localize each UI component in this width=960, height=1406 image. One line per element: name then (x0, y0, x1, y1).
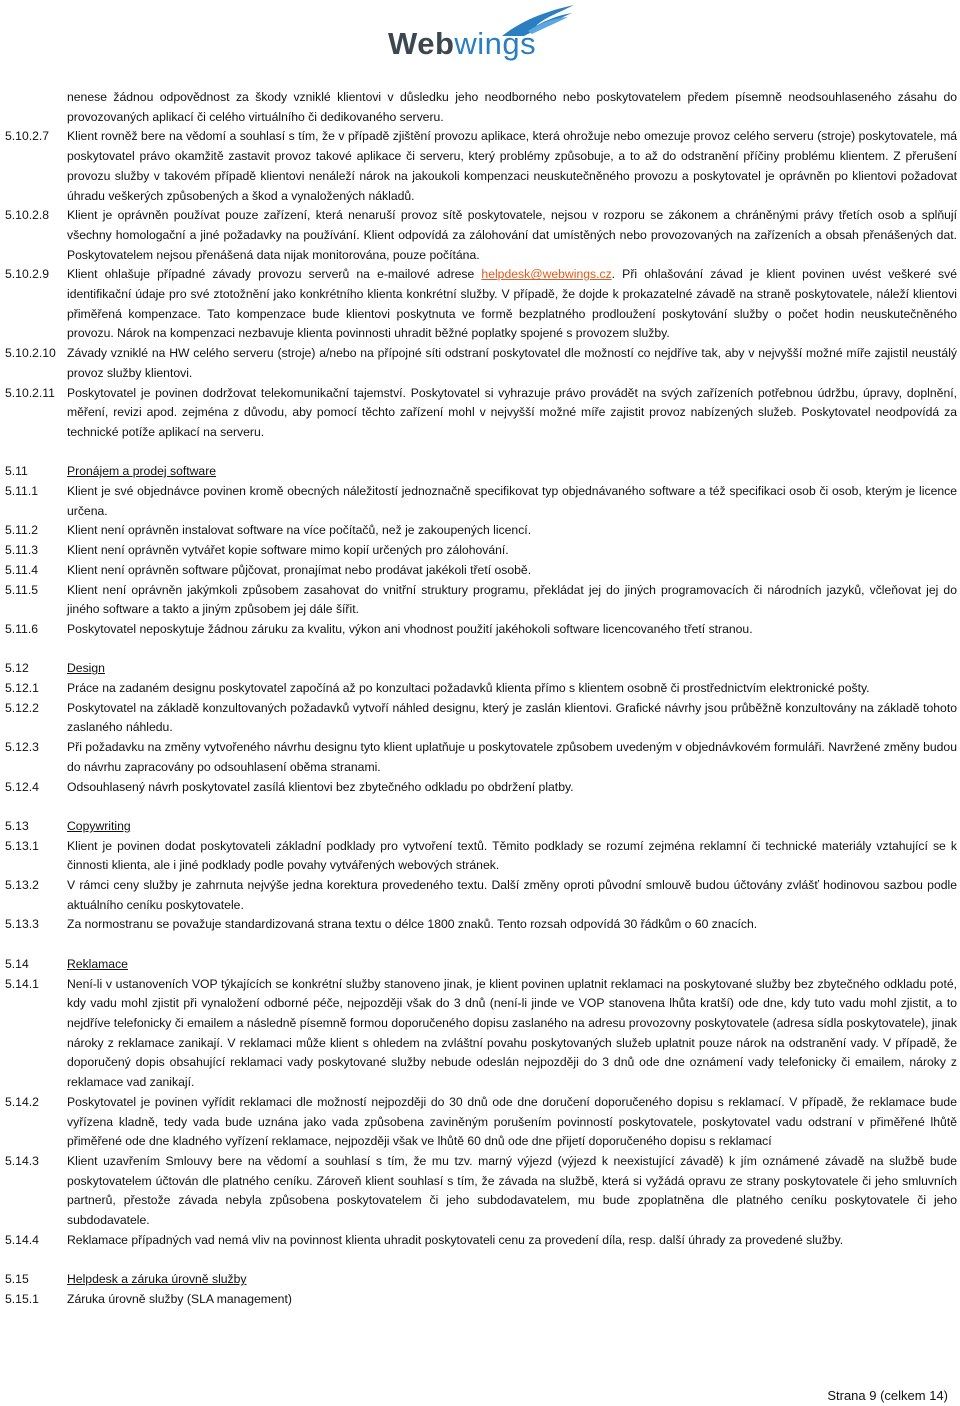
section-title: Helpdesk a záruka úrovně služby (67, 1272, 247, 1287)
clause-text: Klient není oprávněn instalovat software na více počítačů, než je zakoupených licencí. (67, 523, 532, 538)
clause-text: Poskytovatel je povinen dodržovat telekomunikační tajemství. Poskytovatel si vyhrazuje právo provádět na svých zařízeních potřebnou údržbu, úpravy, doplnění, měření, revizi apod. zejména z důvodu, aby pomocí těchto zařízení mohl v nejvyšší možné míře zajistit provoz nabízených služeb. Poskytovatel neodpovídá za technické potíže aplikací na serveru. (67, 385, 957, 439)
clause-row (5, 778, 957, 798)
clause-row (5, 837, 957, 876)
clause-number: 5.12.2 (5, 700, 39, 715)
clause-5-10-2-8 (5, 206, 957, 265)
clause-row (5, 1290, 957, 1310)
section-title: Copywriting (67, 818, 131, 833)
clause-text: Za normostranu se považuje standardizovaná strana textu o délce 1800 znaků. Tento rozsah odpovídá 30 řádkům o 60 znacích. (67, 917, 758, 932)
clause-text: Poskytovatel je povinen vyřídit reklamaci dle možností nejpozději do 30 dnů ode dne doručení doporučeného dopisu s reklamací. V případě, že reklamace bude vyřízena kladně, tedy vada bude uznána jako vada způsobena zaviněným porušením povinností poskytovatele, poskytovatel vadu odstraní v přiměřené lhůtě přiměřené ode dne kladného vyřízení reklamace, nejpozději však ve lhůtě 60 dnů ode dne přijetí doporučeného dopisu s reklamací (67, 1094, 957, 1149)
section-heading (5, 817, 957, 837)
section-title: Reklamace (67, 956, 128, 971)
clause-text: Klient není oprávněn jakýmkoli způsobem zasahovat do vnitřní struktury programu, překládat jej do jiných programovacích či národních jazyků, včleňovat jej do jiného software a takto a jiným způsobem jej dále šířit. (67, 582, 957, 617)
clause-text: Klient je své objednávce povinen kromě obecných náležitostí jednoznačně specifikovat typ objednávaného software a též specifikaci osob či osob, kterým je licence určena. (67, 484, 957, 518)
clause-row (5, 620, 957, 640)
clause-number: 5.10.2.7 (5, 129, 50, 144)
clause-number: 5.10.2.8 (5, 208, 50, 223)
clause-number: 5.11.1 (5, 484, 38, 499)
clause-number: 5.14.4 (5, 1232, 39, 1247)
clause-number: 5.11.3 (5, 543, 38, 558)
clause-text: Poskytovatel na základě konzultovaných požadavků vytvoří náhled designu, který je zaslán klientovi. Grafické návrhy jsou průběžně konzultovány na základě tohoto zaslaného náhledu. (67, 700, 957, 735)
section-spacer (5, 443, 957, 463)
clause-text-part: Klient ohlašuje případné závady provozu serverů na e-mailové adrese (67, 267, 482, 282)
clause-text: Záruka úrovně služby (SLA management) (67, 1291, 292, 1306)
clause-row (5, 915, 957, 935)
clause-row (5, 1152, 957, 1231)
clause-number: 5.13.2 (5, 878, 39, 893)
clause-text: Klient rovněž bere na vědomí a souhlasí s tím, že v případě zjištění provozu aplikace, která ohrožuje nebo omezuje provoz celého serveru (stroje) poskytovatele, má poskytovatel právo okamžitě zastavit provoz takové aplikace či serveru, který problémy způsobuje, a to až do odstranění příčiny problému klientem. Z přerušení provozu služby v takovém případě klientovi nenáleží nárok na jakoukoli kompenzaci neuskutečněného provozu a poskytovatel je oprávněn po klientovi požadovat úhradu veškerých způsobených a škod a vynaložených nákladů. (67, 129, 957, 203)
helpdesk-email-link[interactable]: helpdesk@webwings.cz (481, 267, 612, 282)
clause-row (5, 699, 957, 738)
clause-text: Reklamace případných vad nemá vliv na povinnost klienta uhradit poskytovateli cenu za provedení díla, resp. další úhrady za provedené služby. (67, 1232, 844, 1247)
clause-text (67, 265, 957, 344)
clause-row (5, 482, 957, 521)
clause-number: 5.14.3 (5, 1153, 39, 1168)
clause-number: 5.11.2 (5, 523, 38, 538)
section-number: 5.15 (5, 1272, 29, 1287)
clause-text: Při požadavku na změny vytvořeného návrhu designu tyto klient uplatňuje u poskytovatele způsobem uvedeným v objednávkovém formuláři. Navržené změny budou do návrhu zapracovány po odsouhlasení oběma stranami. (67, 740, 957, 774)
clause-number: 5.13.3 (5, 917, 39, 932)
clause-text: V rámci ceny služby je zahrnuta nejvýše jedna korektura provedeného textu. Další změny oproti původní smlouvě budou účtovány zvlášť hodinovou sazbou podle aktuálního ceníku poskytovatele. (67, 878, 957, 912)
clause-text: Klient je oprávněn používat pouze zařízení, která nenaruší provoz sítě poskytovatele, nejsou v rozporu se zákonem a chráněnými právy třetích osob a splňují všechny homologační a jiné požadavky na používání. Klient odpovídá za zálohování dat umístěných nebo provozovaných na zařízeních a obsah přenášených dat. Poskytovatelem nejsou přenášená data nijak monitorována, pouze počítána. (67, 208, 957, 262)
section-title: Pronájem a prodej software (67, 464, 217, 479)
section-heading (5, 1270, 957, 1290)
logo-part-web: Web (388, 26, 455, 61)
clause-text: Klient uzavřením Smlouvy bere na vědomí a souhlasí s tím, že mu tzv. marný výjezd (výjezd k neexistující závadě) k jím oznámené závadě na službě bude poskytovatelem účtován dle platného ceníku. Zároveň klient souhlasí s tím, že závada na službě, která si vyžádá opravu ze strany poskytovatele či jeho smluvních partnerů, přestože závada nebyla způsobena poskytovatelem či jeho subdodavatelem, mu bude zpoplatněna dle platného ceníku poskytovatele či jeho subdodavatele. (67, 1153, 957, 1228)
clause-text: Závady vzniklé na HW celého serveru (stroje) a/nebo na přípojné síti odstraní poskytovatel dle možností co nejdříve tak, aby v nejvyšší možné míře zajistil neustálý provoz služby klientovi. (67, 346, 957, 380)
clause-number: 5.11.4 (5, 562, 38, 577)
clause-row (5, 1093, 957, 1152)
webwings-logo (380, 4, 580, 64)
logo-part-wings: wings (454, 26, 537, 61)
clause-number: 5.15.1 (5, 1291, 39, 1306)
sections-container (5, 443, 957, 1310)
section-heading (5, 462, 957, 482)
clause-row (5, 679, 957, 699)
clause-number: 5.12.3 (5, 740, 39, 755)
clause-5-10-2-10 (5, 344, 957, 383)
section-spacer (5, 797, 957, 817)
clause-number: 5.11.6 (5, 621, 38, 636)
section-heading (5, 659, 957, 679)
clause-row (5, 975, 957, 1093)
clause-row (5, 581, 957, 620)
clause-text: Klient není oprávněn software půjčovat, pronajímat nebo prodávat jakékoli třetí osobě. (67, 562, 532, 577)
clause-text: Práce na zadaném designu poskytovatel započíná až po konzultaci požadavků klienta přímo s klientem osobně či prostřednictvím elektronické pošty. (67, 681, 870, 696)
logo-wordmark (388, 26, 536, 62)
clause-text: Poskytovatel neposkytuje žádnou záruku za kvalitu, výkon ani vhodnost použití jakéhokoli software licencovaného třetí stranou. (67, 621, 753, 636)
clause-number: 5.10.2.10 (5, 346, 56, 361)
section-spacer (5, 1250, 957, 1270)
clause-row (5, 541, 957, 561)
intro-paragraph: nenese žádnou odpovědnost za škody vzniklé klientovi v důsledku jeho neodborného nebo poskytovatelem předem písemně neodsouhlaseného zásahu do provozovaných aplikací či celého virtuálního či dedikovaného serveru. (67, 90, 957, 124)
clause-row (5, 1231, 957, 1251)
page-number: Strana 9 (celkem 14) (827, 1388, 948, 1403)
clause-row (5, 876, 957, 915)
clause-text-part: . Při ohlašování závad je klient povinen uvést veškeré své identifikační údaje pro své ztotožnění jako konkrétního klienta konkrétní služby. V případě, že dojde k prokazatelné závadě na straně poskytovatele, náleží klientovi přiměřená kompenzace. Tato kompenzace bude klientovi poskytnuta ve formě bezplatného prodloužení poskytování služby o počet hodin neuskutečněného provozu. Nárok na kompenzaci nezbavuje klienta povinnosti uhradit běžné poplatky spojené s provozem služby. (67, 267, 957, 341)
section-heading (5, 955, 957, 975)
clause-number: 5.12.1 (5, 681, 39, 696)
section-spacer (5, 640, 957, 660)
clause-number: 5.14.1 (5, 976, 39, 991)
clause-number: 5.10.2.11 (5, 385, 55, 400)
clause-text: Odsouhlasený návrh poskytovatel zasílá klientovi bez zbytečného odkladu po obdržení platby. (67, 779, 574, 794)
section-title: Design (67, 661, 105, 676)
clause-5-10-2-11 (5, 384, 957, 443)
section-number: 5.13 (5, 818, 29, 833)
clause-5-10-2-7 (5, 127, 957, 206)
clause-text: Klient je povinen dodat poskytovateli základní podklady pro vytvoření textů. Těmito podklady se rozumí zejména reklamní či technické materiály vztahující se k činnosti klienta, ale i jiné podklady podle povahy vytvářených webových stránek. (67, 838, 957, 873)
clause-text: Není-li v ustanoveních VOP týkajících se konkrétní služby stanoveno jinak, je klient povinen uplatnit reklamaci na poskytované služby bez zbytečného odkladu poté, kdy vadu mohl zjistit při vynaložení odborné péče, nejpozději však do 3 dnů (není-li jinde ve VOP stanovena lhůta kratší) ode dne, kdy tuto vadu mohl zjistit, a to nejdříve telefonicky či emailem a následně písemně formou doporučeného dopisu zaslaného na adresu provozovny poskytovatele (adresa sídla poskytovatele), jinak nároky z reklamace zanikají. V reklamaci může klient s ohledem na zvláštní povahu poskytovaných služeb uplatnit pouze nárok na odstranění vady. V případě, že doporučený dopis obsahující reklamaci vady poskytované služby nebude odeslán nejpozději do 3 dnů ode dne oznámení vady telefonicky či emailem, nároky z reklamace vad zanikají. (67, 976, 957, 1090)
section-number: 5.11 (5, 464, 28, 479)
clause-text: Klient není oprávněn vytvářet kopie software mimo kopií určených pro zálohování. (67, 543, 509, 558)
section-number: 5.12 (5, 661, 29, 676)
clause-number: 5.14.2 (5, 1094, 39, 1109)
document-body (5, 88, 957, 1310)
section-number: 5.14 (5, 956, 29, 971)
clause-number: 5.12.4 (5, 779, 39, 794)
section-spacer (5, 935, 957, 955)
clause-row (5, 561, 957, 581)
clause-5-10-2-9 (5, 265, 957, 344)
clause-row (5, 738, 957, 777)
clause-number: 5.13.1 (5, 838, 39, 853)
clause-number: 5.10.2.9 (5, 267, 50, 282)
clause-number: 5.11.5 (5, 582, 38, 597)
clause-row (5, 521, 957, 541)
